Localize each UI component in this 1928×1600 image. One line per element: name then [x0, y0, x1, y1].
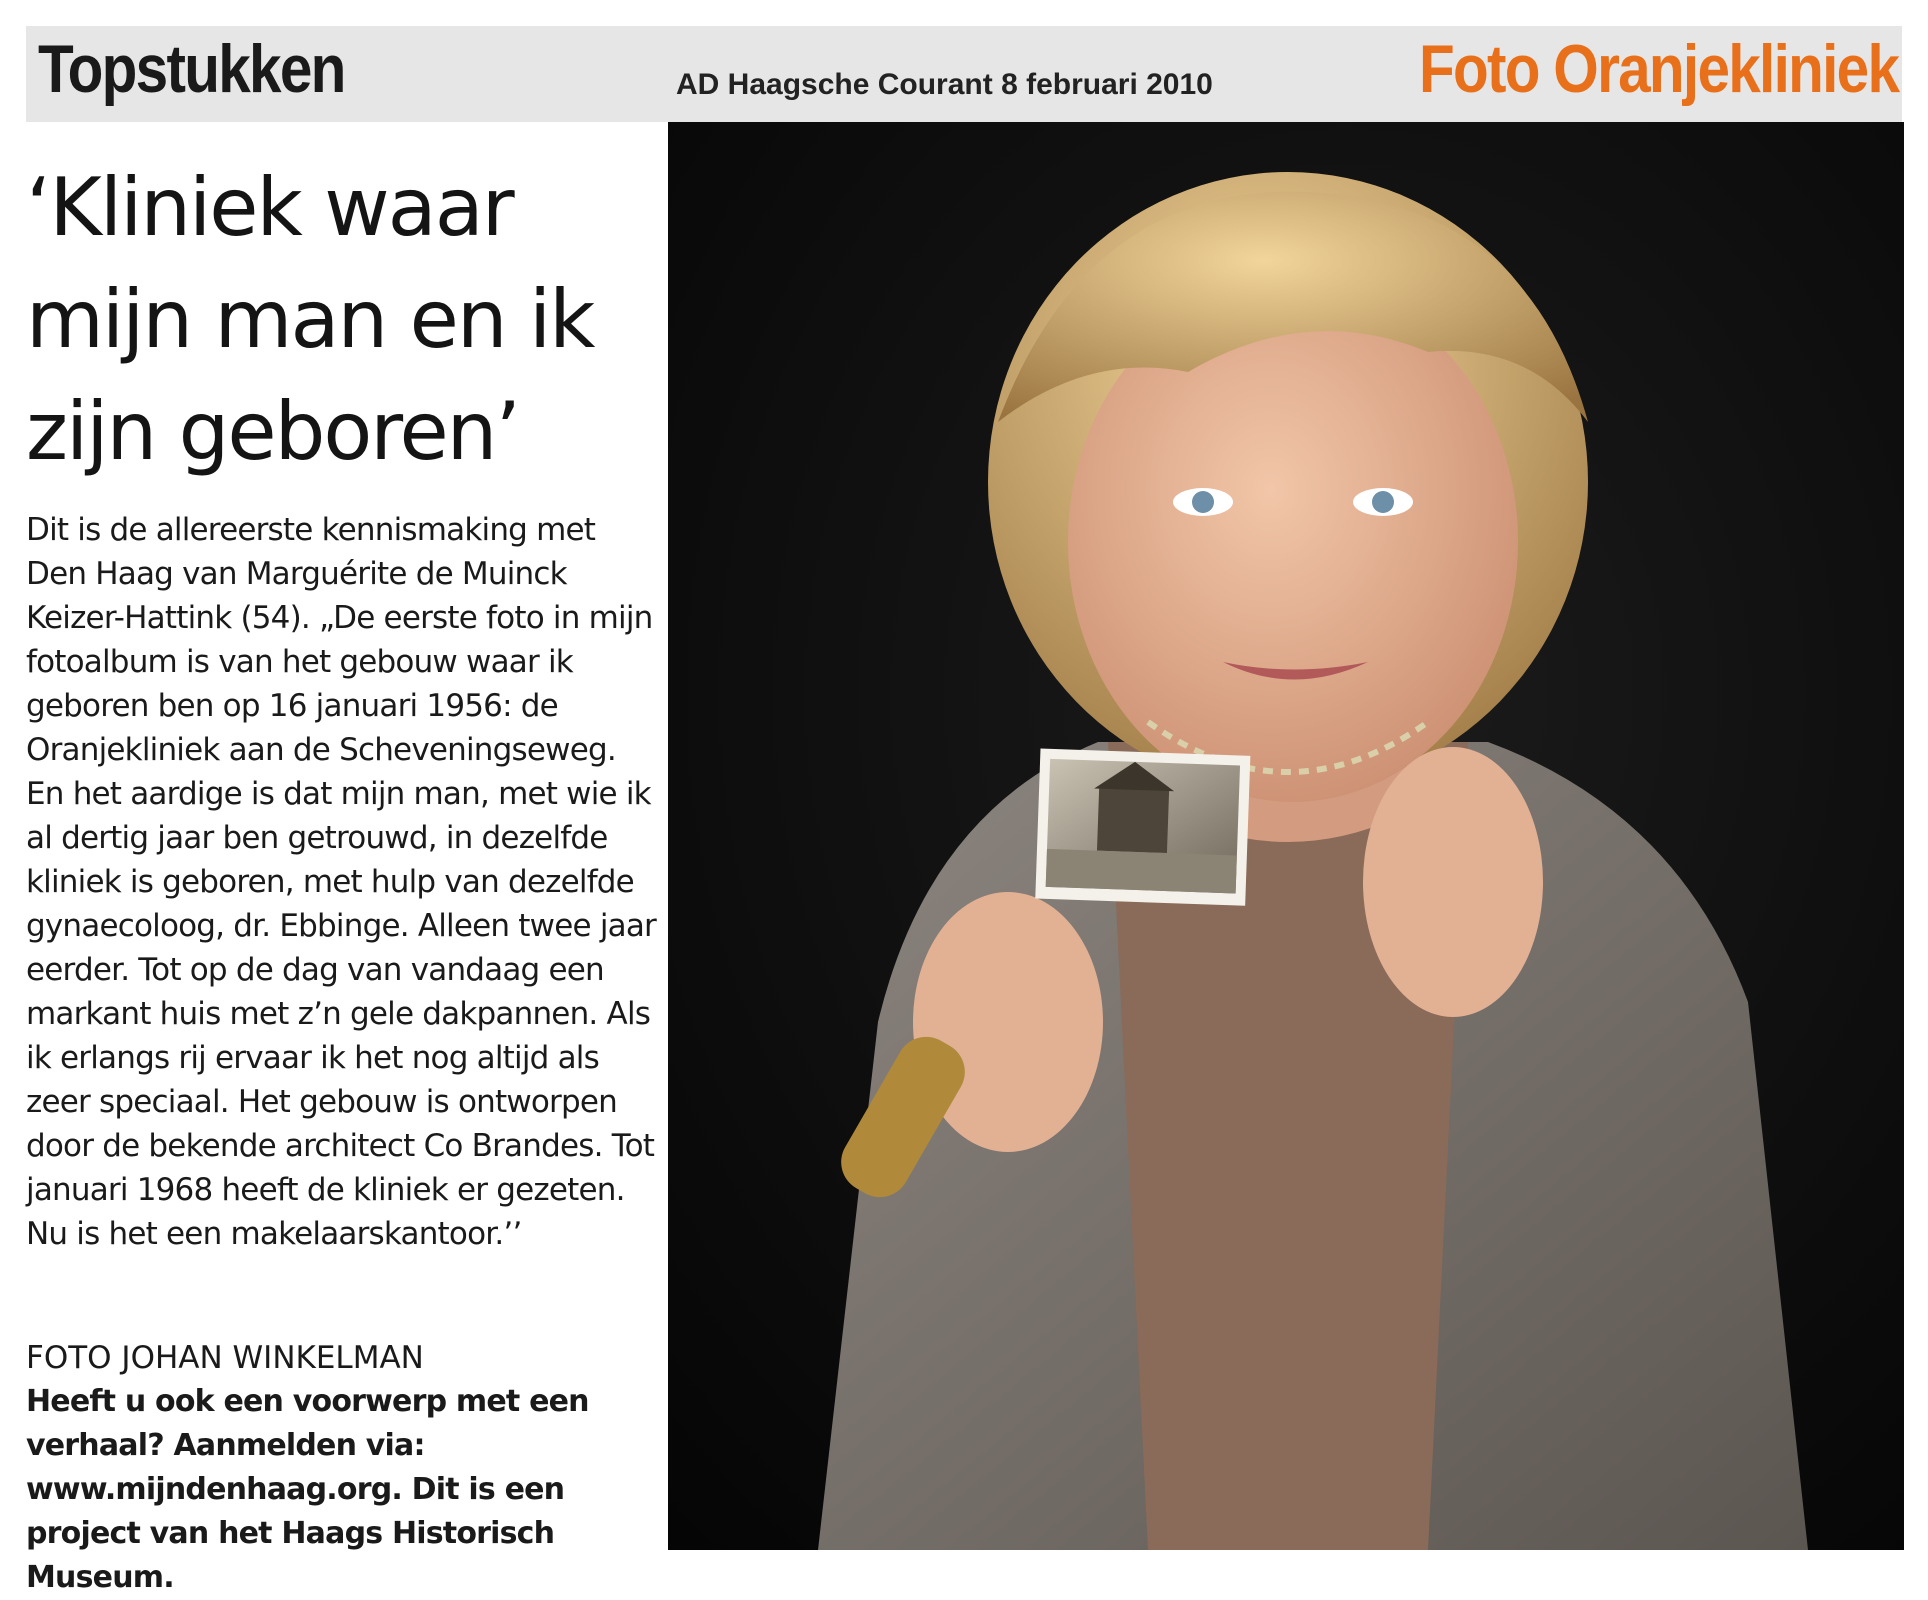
- article-body: Dit is de allereerste kennismaking met Den Haag van Marguérite de Muinck Keizer-Hattink (54). „De eerste foto in mijn fotoalbum is van het gebouw waar ik geboren ben op 16 januari 1956: de Oranjekliniek aan de Scheveningseweg. En het aardige is dat mijn man, met wie ik al dertig jaar ben getrouwd, in dezelfde kliniek is geboren, met hulp van dezelfde gynaecoloog, dr. Ebbinge. Alleen twee jaar eerder. Tot op de dag van vandaag een markant huis met z’n gele dakpannen. Als ik erlangs rij ervaar ik het nog altijd als zeer speciaal. Het gebouw is ontworpen door de bekende architect Co Brandes. Tot januari 1968 heeft de kliniek er gezeten. Nu is het een makelaarskantoor.’’: [26, 512, 656, 1252]
- section-label: Topstukken: [38, 31, 345, 107]
- photo-credit-header: Foto Oranjekliniek: [1418, 31, 1898, 107]
- dateline: AD Haagsche Courant 8 februari 2010: [676, 68, 1213, 101]
- portrait-photo: [668, 122, 1904, 1550]
- headline: ‘Kliniek waar mijn man en ik zijn geboren’: [26, 161, 594, 478]
- photographer-credit: FOTO JOHAN WINKELMAN: [26, 1340, 424, 1376]
- call-to-action: Heeft u ook een voorwerp met een verhaal? Aanmelden via: www.mijndenhaag.org. Dit is een project van het Haags Historisch Museum.: [26, 1384, 589, 1595]
- portrait-illustration: [668, 122, 1904, 1550]
